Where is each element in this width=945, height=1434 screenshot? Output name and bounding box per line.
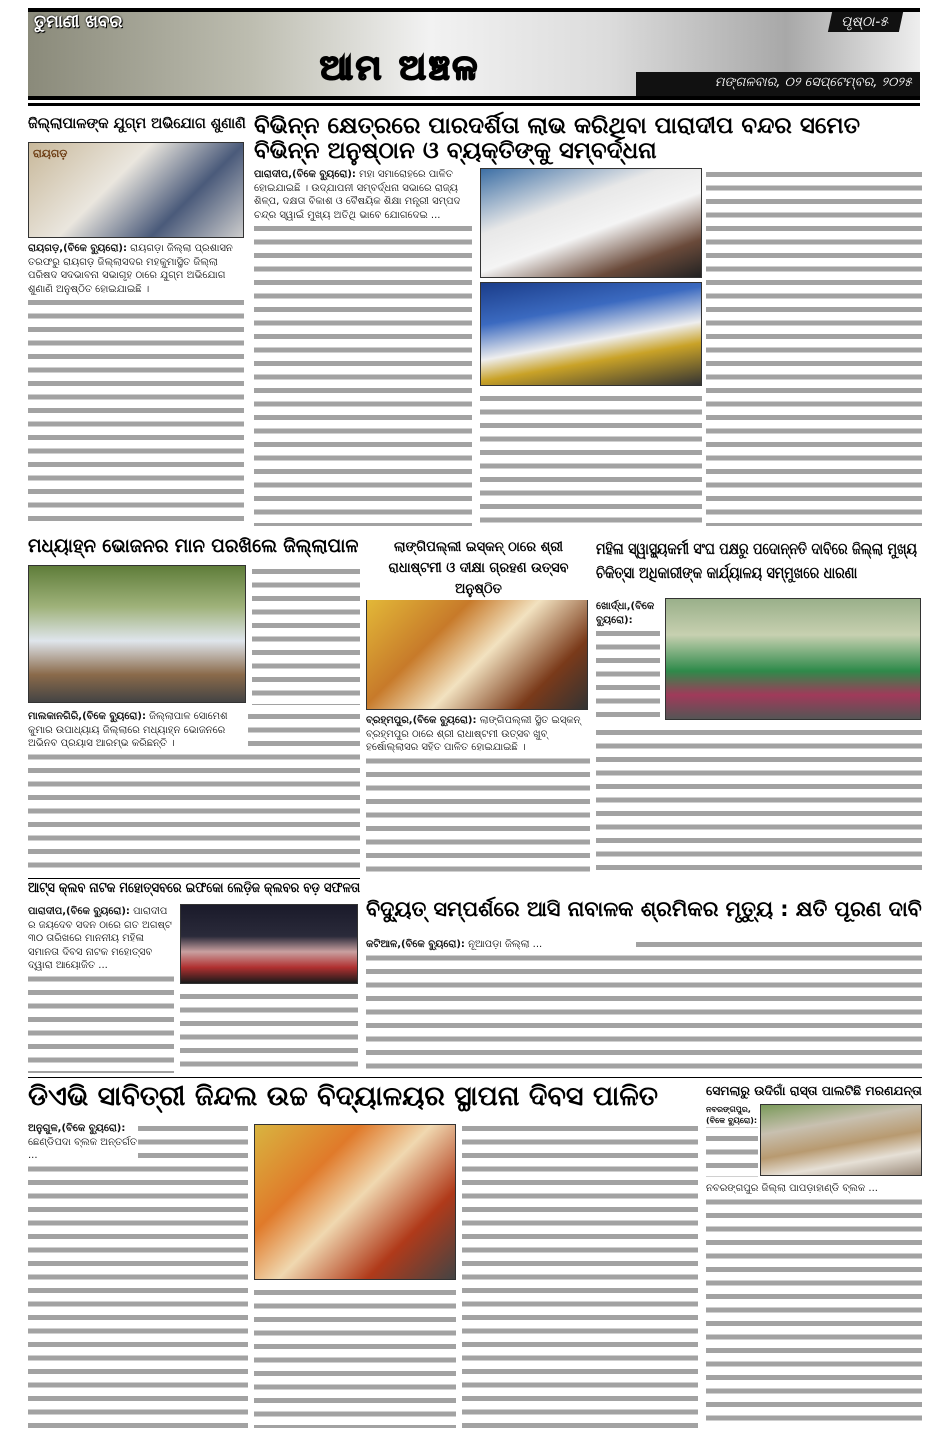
dateline: କଟିଆଳ,(ବିକେ ବ୍ୟୁରୋ): <box>366 939 465 950</box>
divider <box>28 878 360 879</box>
section-title: ଆମ ଅଞ୍ଚଳ <box>320 48 481 88</box>
article-body <box>706 1182 922 1428</box>
article-body <box>480 392 702 526</box>
headline-midday-meal: ମଧ୍ୟାହ୍ନ ଭୋଜନର ମାନ ପରଖିଲେ ଜିଲ୍ଲାପାଳ <box>28 535 359 557</box>
lead-text: ମହା ସମାରୋହରେ ପାଳିତ ହୋଇଯାଇଛି । ଉଦ୍‌ଯାପନୀ ସମ୍ବର୍ଦ୍ଧନା ସଭାରେ ରାଜ୍ୟ ଶିଳ୍ପ, ଦକ୍ଷତା ବିକାଶ ଓ ବୈଷୟିକ ଶିକ୍ଷା ମନ୍ତ୍ରୀ ସମ୍ପଦ ଚନ୍ଦ୍ର ସ୍ୱାଇଁ ମୁଖ୍ୟ ଅତିଥି ଭାବେ ଯୋଗଦେଇ ... <box>254 169 461 221</box>
article-body <box>462 1122 698 1428</box>
photo-award-group <box>480 282 702 386</box>
dateline: ନବରଙ୍ଗପୁର,(ବିକେ ବ୍ୟୁରୋ): <box>706 1105 758 1125</box>
dateline: ରାୟଗଡ଼,(ବିକେ ବ୍ୟୁରୋ): <box>28 243 127 254</box>
lead-text: ଛେଣ୍ଡିପଦା ବ୍ଲକ ଅନ୍ତର୍ଗତ ... <box>28 1136 137 1161</box>
article-body <box>252 565 360 705</box>
dateline: ଅନୁଗୁଳ,(ବିକେ ବ୍ୟୁରୋ): <box>28 1123 126 1134</box>
paper-name: ତୁମାଣୀ ଖବର <box>34 12 123 32</box>
photo-damaged-road <box>760 1104 922 1176</box>
article-lead <box>28 1122 138 1163</box>
headline-grievance-hearing: ଜିଲ୍ଲାପାଳଙ୍କ ଯୁଗ୍ମ ଅଭିଯୋଗ ଶୁଣାଣି <box>28 114 246 132</box>
article-lead: ନବରଙ୍ଗପୁର ଜିଲ୍ଲା ପାପଡ଼ାହାଣ୍ଡି ବ୍ଲକ ... <box>706 1182 922 1196</box>
headline-paradip-felicitation: ବିଭିନ୍ନ କ୍ଷେତ୍ରରେ ପାରଦର୍ଶିତା ଲାଭ କରିଥିବା ପାରାଦୀପ ବନ୍ଦର ସମେତ ବିଭିନ୍ନ ଅନୁଷ୍ଠାନ ଓ ବ୍ୟକ୍ତିଙ୍କୁ ସମ୍ବର୍ଦ୍ଧନା <box>254 114 922 165</box>
article-body <box>254 1286 456 1428</box>
photo-caption: ରାୟଗଡ଼ <box>33 147 68 160</box>
article-lead <box>366 714 590 755</box>
lead-text: ନୂଆପଡ଼ା ଜିଲ୍ଲା ... <box>468 939 543 950</box>
article-lead <box>28 710 248 751</box>
page-number: ପୃଷ୍ଠା-୫ <box>828 12 903 32</box>
headline-iffco-ladies-club: ଆଟ୍ସ କ୍ଲବ ନାଟକ ମହୋତ୍ସବରେ ଇଫକୋ ଲେଡ଼ିଜ କ୍ଲବର ବଡ଼ ସଫଳତା <box>28 880 361 896</box>
headline-road-condition: ସେମଲାରୁ ଉଦିଗାଁ ରାସ୍ତା ପାଲଟିଛି ମରଣଯନ୍ତା <box>706 1083 922 1098</box>
article-body <box>28 1122 248 1428</box>
photo-midday-meal <box>28 565 246 703</box>
article-body <box>366 938 922 1074</box>
article-body <box>706 168 922 526</box>
headline-health-workers: ମହିଳା ସ୍ୱାସ୍ଥ୍ୟକର୍ମୀ ସଂଘ ପକ୍ଷରୁ ପଦୋନ୍ନତି ଦାବିରେ ଜିଲ୍ଲା ମୁଖ୍ୟ ଚିକିତ୍ସା ଅଧିକାରୀଙ୍କ କାର୍ଯ୍ୟାଳୟ ସମ୍ମୁଖରେ ଧାରଣା <box>596 537 922 585</box>
article-lead <box>254 168 472 222</box>
photo-school-ceremony <box>254 1124 456 1280</box>
photo-award-ceremony <box>480 168 702 278</box>
lead-text: ଜିଲ୍ଲାପାଳ ସୋମେଶ କୁମାର ଉପାଧ୍ୟାୟ ଜିଲ୍ଲାରେ ମଧ୍ୟାହ୍ନ ଭୋଜନରେ ଅଭିନବ ପ୍ରୟାସ ଆରମ୍ଭ କରିଛନ୍ତି । <box>28 711 228 749</box>
dateline: ଖୋର୍ଦ୍ଧା,(ବିକେ ବ୍ୟୁରୋ): <box>596 601 655 626</box>
dateline: ବ୍ରହ୍ମପୁର,(ବିକେ ବ୍ୟୁରୋ): <box>366 715 477 726</box>
article-lead <box>596 600 660 627</box>
article-lead <box>366 938 636 952</box>
article-body <box>180 990 358 1073</box>
photo-drama-festival <box>180 904 358 984</box>
masthead-rule <box>28 103 920 106</box>
headline-electrocution: ବିଦ୍ୟୁତ୍ ସମ୍ପର୍ଶରେ ଆସି ନାବାଳକ ଶ୍ରମିକର ମୃତ୍ୟୁ : କ୍ଷତି ପୂରଣ ଦାବି <box>366 897 922 921</box>
dateline: ପାରାଦୀପ,(ବିକେ ବ୍ୟୁରୋ): <box>254 169 356 180</box>
article-body <box>596 726 922 876</box>
article-lead <box>28 242 244 296</box>
lead-text: ରାୟଗଡ଼ା ଜିଲ୍ଲା ପ୍ରଶାସନ ତରଫରୁ ରାୟଗଡ଼ ଜିଲ୍ଲାସଦର ମହକୁମାସ୍ଥିତ ଜିଲ୍ଲା ପରିଷଦ ସଦଭାବନା ସଭାଗୃହ ଠାରେ ଯୁଗ୍ମ ଅଭିଯୋଗ ଶୁଣାଣି ଅନୁଷ୍ଠିତ ହୋଇଯାଇଛି । <box>28 243 233 295</box>
photo-health-workers-protest <box>665 598 921 720</box>
article-dateline <box>706 1105 758 1127</box>
lead-text: ପାରାଦୀପ ର ଜୟଦେବ ସଦନ ଠାରେ ଗତ ଅଗଷ୍ଟ ୩୦ ତାରିଖରେ ମାନନୀୟ ମହିଳା ସମାନତା ଦିବସ ନାଟକ ମହୋତ୍ସବ ଦ୍ୱାରା ଆୟୋଜିତ ... <box>28 906 172 971</box>
divider <box>28 1077 922 1078</box>
headline-iskcon: ଲାଙ୍ଗିପଲ୍ଲୀ ଇସ୍କନ୍ ଠାରେ ଶ୍ରୀ ରାଧାଷ୍ଟମୀ ଓ ଦୀକ୍ଷା ଗ୍ରହଣ ଉତ୍ସବ ଅନୁଷ୍ଠିତ <box>366 537 591 600</box>
issue-date: ମଙ୍ଗଳବାର, ୦୨ ସେପ୍ଟେମ୍ବର, ୨୦୨୫ <box>636 72 920 96</box>
photo-iskcon <box>366 582 588 710</box>
photo-grievance-hearing <box>28 142 244 238</box>
article-lead <box>28 905 174 973</box>
dateline: ପାରାଦୀପ,(ବିକେ ବ୍ୟୁରୋ): <box>28 906 130 917</box>
lead-text: ଲାଙ୍ଗିପଲ୍ଲୀ ସ୍ଥିତ ଇସ୍କନ୍ ବ୍ରହ୍ମପୁର ଠାରେ ଶ୍ରୀ ରାଧାଷ୍ଟମୀ ଉତ୍ସବ ଖୁବ୍ ହର୍ଷୋଲ୍ଲାସର ସହିତ ପାଳିତ ହୋଇଯାଇଛି । <box>366 715 581 753</box>
headline-dav-foundation-day: ଡିଏଭି ସାବିତ୍ରୀ ଜିନ୍ଦଲ ଉଚ୍ଚ ବିଦ୍ୟାଳୟର ସ୍ଥାପନା ଦିବସ ପାଳିତ <box>28 1080 698 1114</box>
dateline: ମାଲକାନଗିରି,(ବିକେ ବ୍ୟୁରୋ): <box>28 711 146 722</box>
